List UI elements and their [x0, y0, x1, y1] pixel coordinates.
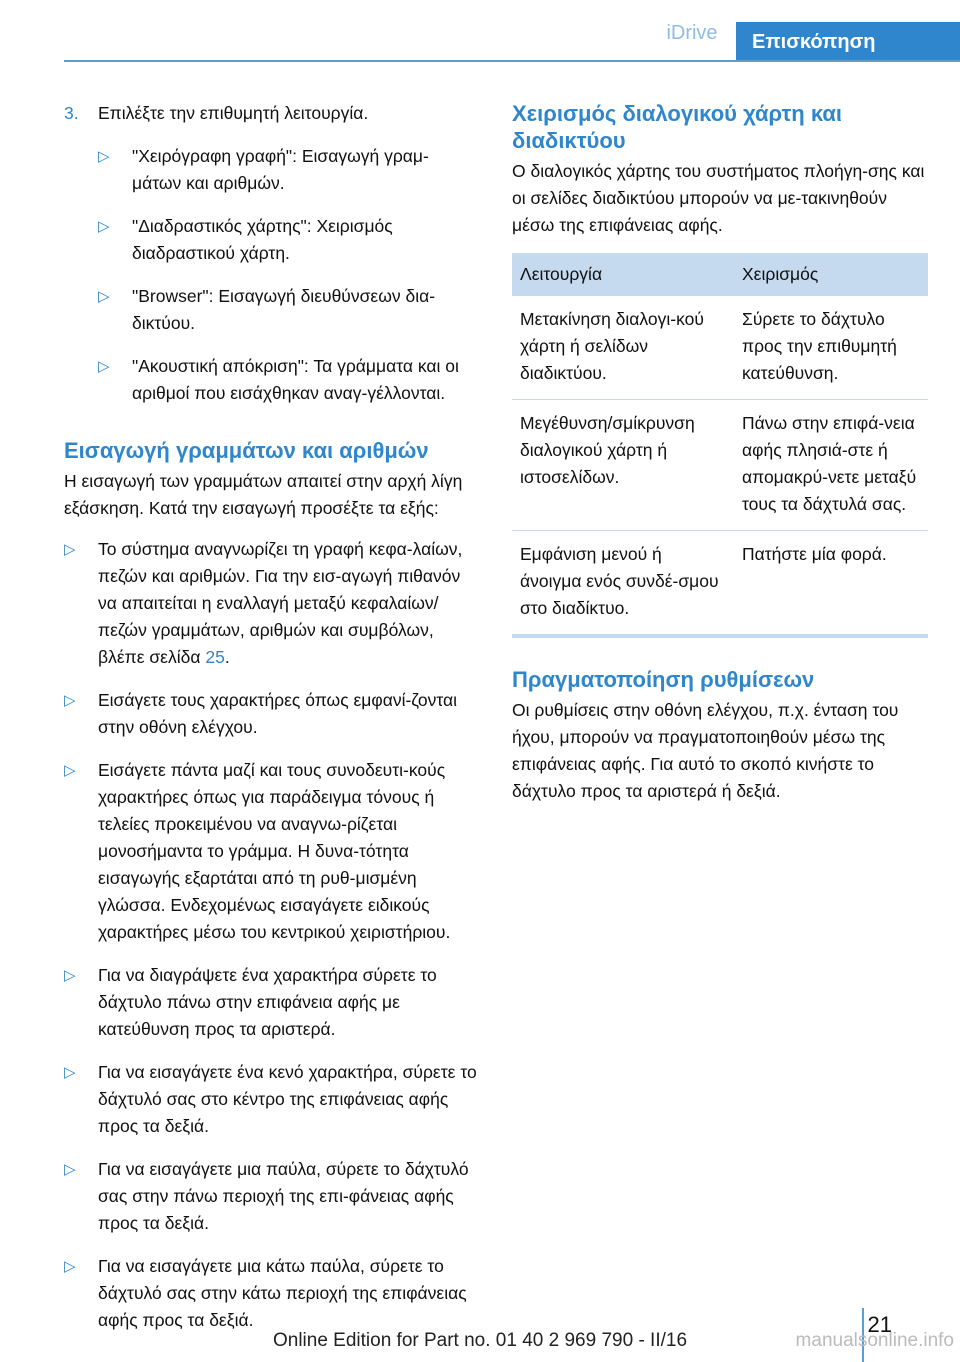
table-row: [512, 296, 928, 400]
section-title-map: Χειρισμός διαλογικού χάρτη και διαδικτύου: [512, 101, 843, 153]
table-cell: Μετακίνηση διαλογι-κού χάρτη ή σελίδων διαδικτύου.: [512, 296, 734, 400]
step-3: [64, 100, 478, 127]
page-number: 21: [867, 1312, 892, 1337]
step-number: 3.: [64, 103, 79, 123]
table-header-row: [512, 253, 928, 296]
list-item: ▷ "Browser": Εισαγωγή διευθύνσεων δια-δικτύου.: [98, 283, 478, 337]
bullet-triangle-icon: ▷: [64, 762, 76, 779]
list-item: ▷ Το σύστημα αναγνωρίζει τη γραφή κεφα-λαίων, πεζών και αριθμών. Για την εισ-αγωγή πιθανόν να απαιτείται η εναλλαγή μεταξύ κεφαλαίων/πεζών γραμμάτων, αριθμών και συμβόλων, βλέπε σελίδα 25.: [64, 536, 478, 671]
right-column: [512, 100, 930, 819]
bullet-triangle-icon: ▷: [64, 1161, 76, 1178]
table-cell: Πατήστε μία φορά.: [734, 531, 928, 637]
table-header-operation: Χειρισμός: [734, 253, 928, 296]
map-intro: Ο διαλογικός χάρτης του συστήματος πλοήγη-σης και οι σελίδες διαδικτύου μπορούν να με-τακινηθούν μέσω της επιφάνειας αφής.: [512, 161, 925, 235]
section-title-input: Εισαγωγή γραμμάτων και αριθμών: [64, 438, 429, 463]
table-cell: Πάνω στην επιφά-νεια αφής πλησιά-στε ή απομακρύ-νετε μεταξύ τους τα δάχτυλά σας.: [734, 400, 928, 531]
table-cell: Σύρετε το δάχτυλο προς την επιθυμητή κατεύθυνση.: [734, 296, 928, 400]
header-section-label: iDrive: [666, 22, 718, 44]
list-item: ▷ Εισάγετε τους χαρακτήρες όπως εμφανί-ζονται στην οθόνη ελέγχου.: [64, 687, 478, 741]
header-rule: [64, 60, 960, 62]
list-item: ▷ "Χειρόγραφη γραφή": Εισαγωγή γραμ-μάτων και αριθμών.: [98, 143, 478, 197]
section-intro: Η εισαγωγή των γραμμάτων απαιτεί στην αρχή λίγη εξάσκηση. Κατά την εισαγωγή προσέξτε τα εξής:: [64, 471, 463, 518]
list-item: ▷ "Διαδραστικός χάρτης": Χειρισμός διαδραστικού χάρτη.: [98, 213, 478, 267]
list-item: ▷ "Ακουστική απόκριση": Τα γράμματα και οι αριθμοί που εισάχθηκαν αναγ-γέλλονται.: [98, 353, 478, 407]
header-chapter-tab: Επισκόπηση: [736, 22, 960, 62]
bullet-triangle-icon: ▷: [98, 218, 110, 235]
section-title-settings: Πραγματοποίηση ρυθμίσεων: [512, 667, 815, 692]
bullet-triangle-icon: ▷: [64, 1258, 76, 1275]
bullet-triangle-icon: ▷: [64, 967, 76, 984]
left-column: [64, 100, 478, 1350]
footer-watermark: manualsonline.info: [795, 1330, 954, 1351]
list-item: ▷ Για να εισαγάγετε ένα κενό χαρακτήρα, σύρετε το δάχτυλό σας στο κέντρο της επιφάνειας αφής προς τα δεξιά.: [64, 1059, 478, 1140]
step-options: [98, 143, 478, 407]
settings-text: Οι ρυθμίσεις στην οθόνη ελέγχου, π.χ. ένταση του ήχου, μπορούν να πραγματοποιηθούν μέσω της επιφάνειας αφής. Για αυτό το σκοπό κινήστε το δάχτυλο προς τα αριστερά ή δεξιά.: [512, 700, 899, 801]
list-item: ▷ Για να διαγράψετε ένα χαρακτήρα σύρετε το δάχτυλο πάνω στην επιφάνεια αφής με κατεύθυνση προς τα αριστερά.: [64, 962, 478, 1043]
bullet-triangle-icon: ▷: [64, 1064, 76, 1081]
bullet-triangle-icon: ▷: [64, 541, 76, 558]
bullet-triangle-icon: ▷: [98, 288, 110, 305]
gesture-table: [512, 253, 928, 638]
list-item: ▷ Για να εισαγάγετε μια παύλα, σύρετε το δάχτυλό σας στην πάνω περιοχή της επι-φάνειας αφής προς τα δεξιά.: [64, 1156, 478, 1237]
step-text: Επιλέξτε την επιθυμητή λειτουργία.: [98, 103, 369, 123]
bullet-triangle-icon: ▷: [64, 692, 76, 709]
table-cell: Μεγέθυνση/σμίκρυνση διαλογικού χάρτη ή ιστοσελίδων.: [512, 400, 734, 531]
footer-edition: Online Edition for Part no. 01 40 2 969 790 - II/16: [272, 1330, 688, 1351]
bullet-triangle-icon: ▷: [98, 148, 110, 165]
bullet-triangle-icon: ▷: [98, 358, 110, 375]
list-item: ▷ Εισάγετε πάντα μαζί και τους συνοδευτι-κούς χαρακτήρες όπως για παράδειγμα τόνους ή τελείες προκειμένου να αναγνω-ρίζεται μονοσήμαντα το γράμμα. Η δυνα-τότητα εισαγωγής εξαρτάται από τη ρυθ-μισμένη γλώσσα. Ενδεχομένως εισαγάγετε ειδικούς χαρακτήρες μέσω του κεντρικού χειριστήριου.: [64, 757, 478, 946]
page-reference-link[interactable]: 25: [205, 647, 225, 667]
table-cell: Εμφάνιση μενού ή άνοιγμα ενός συνδέ-σμου στο διαδίκτυο.: [512, 531, 734, 637]
table-header-function: Λειτουργία: [512, 253, 734, 296]
table-row: [512, 531, 928, 637]
table-row: [512, 400, 928, 531]
list-item: ▷ Για να εισαγάγετε μια κάτω παύλα, σύρετε το δάχτυλό σας στην κάτω περιοχή της επιφάνειας αφής προς τα δεξιά.: [64, 1253, 478, 1334]
